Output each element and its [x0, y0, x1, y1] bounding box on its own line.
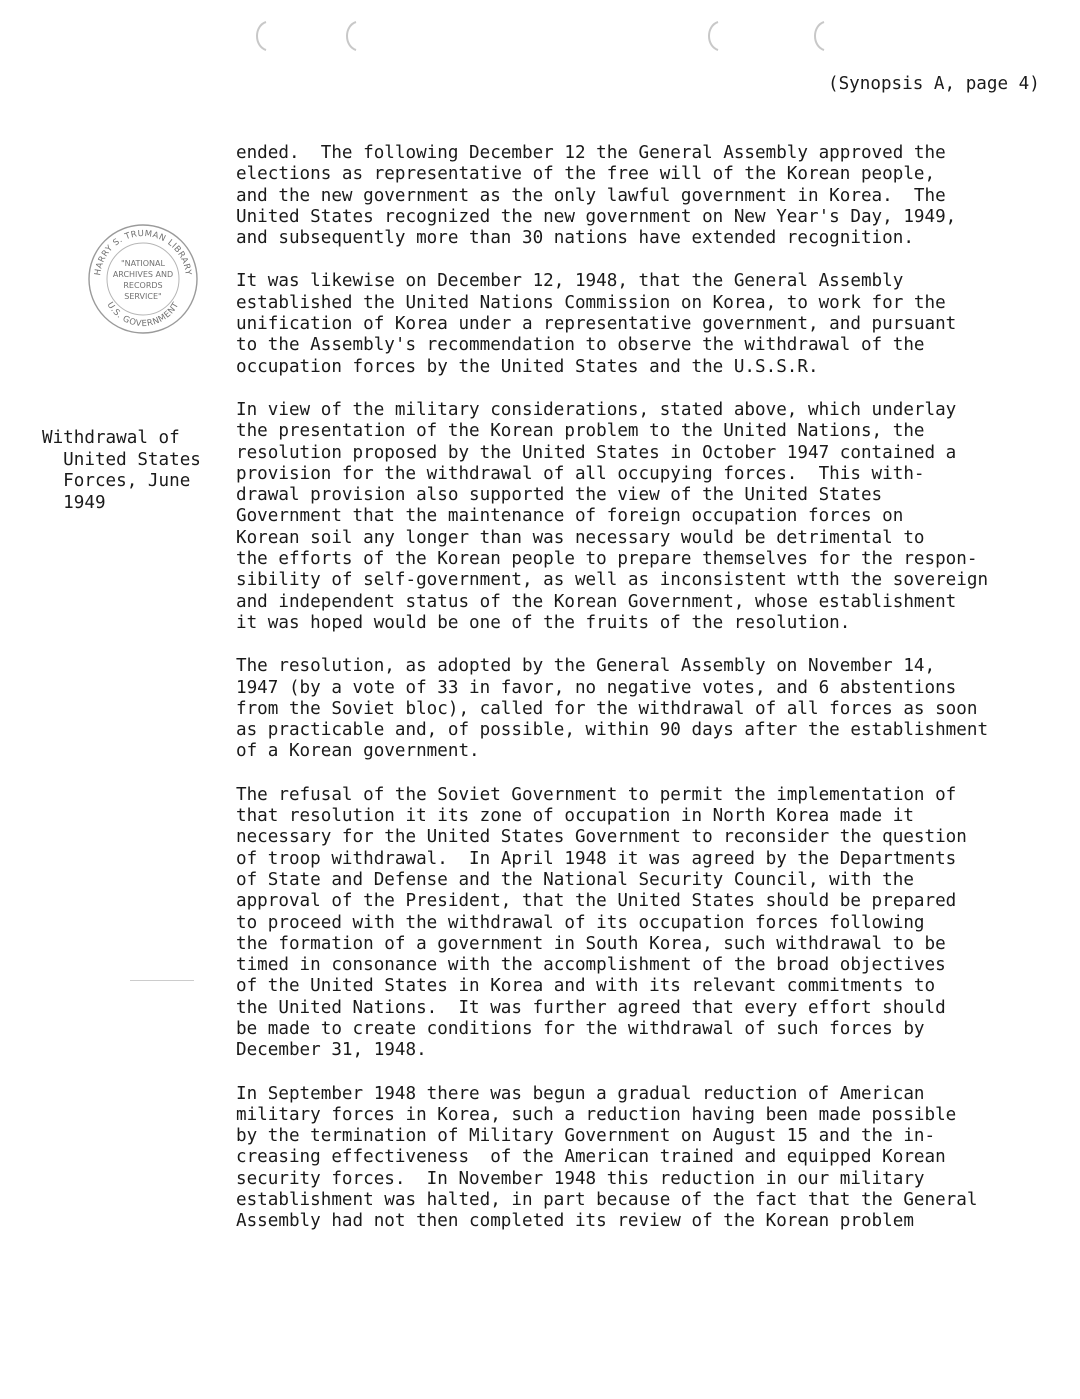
body-text	[236, 143, 1026, 1233]
stamp-text-bottom: U.S. GOVERNMENT	[104, 300, 182, 330]
paragraph	[236, 656, 1026, 762]
page-reference: (Synopsis A, page 4)	[828, 74, 1040, 94]
text-line: by the termination of Military Government on August 15 and the in-	[236, 1126, 936, 1147]
text-line: the United Nations. It was further agreed that every effort should	[236, 997, 946, 1018]
text-line: In September 1948 there was begun a gradual reduction of American	[236, 1083, 925, 1104]
margin-heading-line: 1949	[42, 492, 106, 513]
punch-hole-mark	[808, 18, 828, 54]
text-line: of troop withdrawal. In April 1948 it was agreed by the Departments	[236, 848, 957, 869]
text-line: it was hoped would be one of the fruits of the resolution.	[236, 612, 851, 633]
text-line: Assembly had not then completed its review of the Korean problem	[236, 1211, 914, 1232]
text-line: the presentation of the Korean problem to the United Nations, the	[236, 421, 925, 442]
punch-hole-mark	[702, 18, 722, 54]
margin-heading	[42, 428, 222, 514]
text-line: resolution proposed by the United States in October 1947 contained a	[236, 442, 957, 463]
text-line: of a Korean government.	[236, 741, 480, 762]
text-line: be made to create conditions for the withdrawal of such forces by	[236, 1018, 925, 1039]
text-line: of the United States in Korea and with its relevant commitments to	[236, 976, 936, 997]
text-line: necessary for the United States Government to reconsider the question	[236, 827, 967, 848]
text-line: Korean soil any longer than was necessary would be detrimental to	[236, 527, 925, 548]
text-line: and independent status of the Korean Government, whose establishment	[236, 591, 957, 612]
text-line: the formation of a government in South Korea, such withdrawal to be	[236, 933, 946, 954]
text-line: and the new government as the only lawful government in Korea. The	[236, 185, 946, 206]
text-line: establishment was halted, in part because of the fact that the General	[236, 1190, 978, 1211]
stamp-text-top: HARRY S. TRUMAN LIBRARY	[93, 228, 193, 277]
text-line: occupation forces by the United States and the U.S.S.R.	[236, 356, 819, 377]
stamp-line: "NATIONAL	[121, 259, 165, 268]
text-line: elections as representative of the free will of the Korean people,	[236, 164, 936, 185]
text-line: security forces. In November 1948 this reduction in our military	[236, 1168, 925, 1189]
text-line: of State and Defense and the National Security Council, with the	[236, 869, 914, 890]
text-line: The refusal of the Soviet Government to permit the implementation of	[236, 784, 957, 805]
text-line: that resolution it its zone of occupation in North Korea made it	[236, 806, 914, 827]
faint-mark	[130, 980, 194, 981]
text-line: creasing effectiveness of the American trained and equipped Korean	[236, 1147, 946, 1168]
text-line: to the Assembly's recommendation to observe the withdrawal of the	[236, 335, 925, 356]
text-line: The resolution, as adopted by the General Assembly on November 14,	[236, 656, 936, 677]
text-line: established the United Nations Commission on Korea, to work for the	[236, 292, 946, 313]
paragraph	[236, 400, 1026, 634]
text-line: December 31, 1948.	[236, 1040, 427, 1061]
stamp-line: SERVICE"	[124, 292, 162, 301]
stamp-line: RECORDS	[123, 281, 163, 290]
text-line: It was likewise on December 12, 1948, that the General Assembly	[236, 271, 904, 292]
paragraph	[236, 143, 1026, 249]
text-line: sibility of self-government, as well as inconsistent wtth the sovereign	[236, 570, 989, 591]
paragraph	[236, 785, 1026, 1062]
text-line: United States recognized the new government on New Year's Day, 1949,	[236, 206, 957, 227]
text-line: to proceed with the withdrawal of its occupation forces following	[236, 912, 925, 933]
text-line: In view of the military considerations, stated above, which underlay	[236, 399, 957, 420]
punch-hole-mark	[250, 18, 270, 54]
margin-heading-line: Withdrawal of	[42, 428, 180, 448]
paragraph	[236, 271, 1026, 377]
margin-heading-line: Forces, June	[42, 471, 191, 491]
text-line: from the Soviet bloc), called for the withdrawal of all forces as soon	[236, 698, 978, 719]
punch-hole-mark	[340, 18, 360, 54]
text-line: approval of the President, that the United States should be prepared	[236, 891, 957, 912]
margin-heading-line: United States	[42, 449, 201, 470]
text-line: unification of Korea under a representative government, and pursuant	[236, 314, 957, 335]
text-line: as practicable and, of possible, within 90 days after the establishment	[236, 720, 989, 741]
text-line: and subsequently more than 30 nations have extended recognition.	[236, 228, 914, 249]
text-line: 1947 (by a vote of 33 in favor, no negative votes, and 6 abstentions	[236, 677, 957, 698]
text-line: provision for the withdrawal of all occupying forces. This with-	[236, 463, 925, 484]
stamp-line: ARCHIVES AND	[112, 270, 174, 279]
text-line: timed in consonance with the accomplishment of the broad objectives	[236, 955, 946, 976]
text-line: military forces in Korea, such a reduction having been made possible	[236, 1104, 957, 1125]
text-line: ended. The following December 12 the General Assembly approved the	[236, 143, 946, 163]
text-line: drawal provision also supported the view of the United States	[236, 485, 883, 506]
paragraph	[236, 1084, 1026, 1233]
text-line: Government that the maintenance of foreign occupation forces on	[236, 506, 904, 527]
text-line: the efforts of the Korean people to prepare themselves for the respon-	[236, 549, 978, 570]
archives-stamp	[86, 222, 200, 336]
